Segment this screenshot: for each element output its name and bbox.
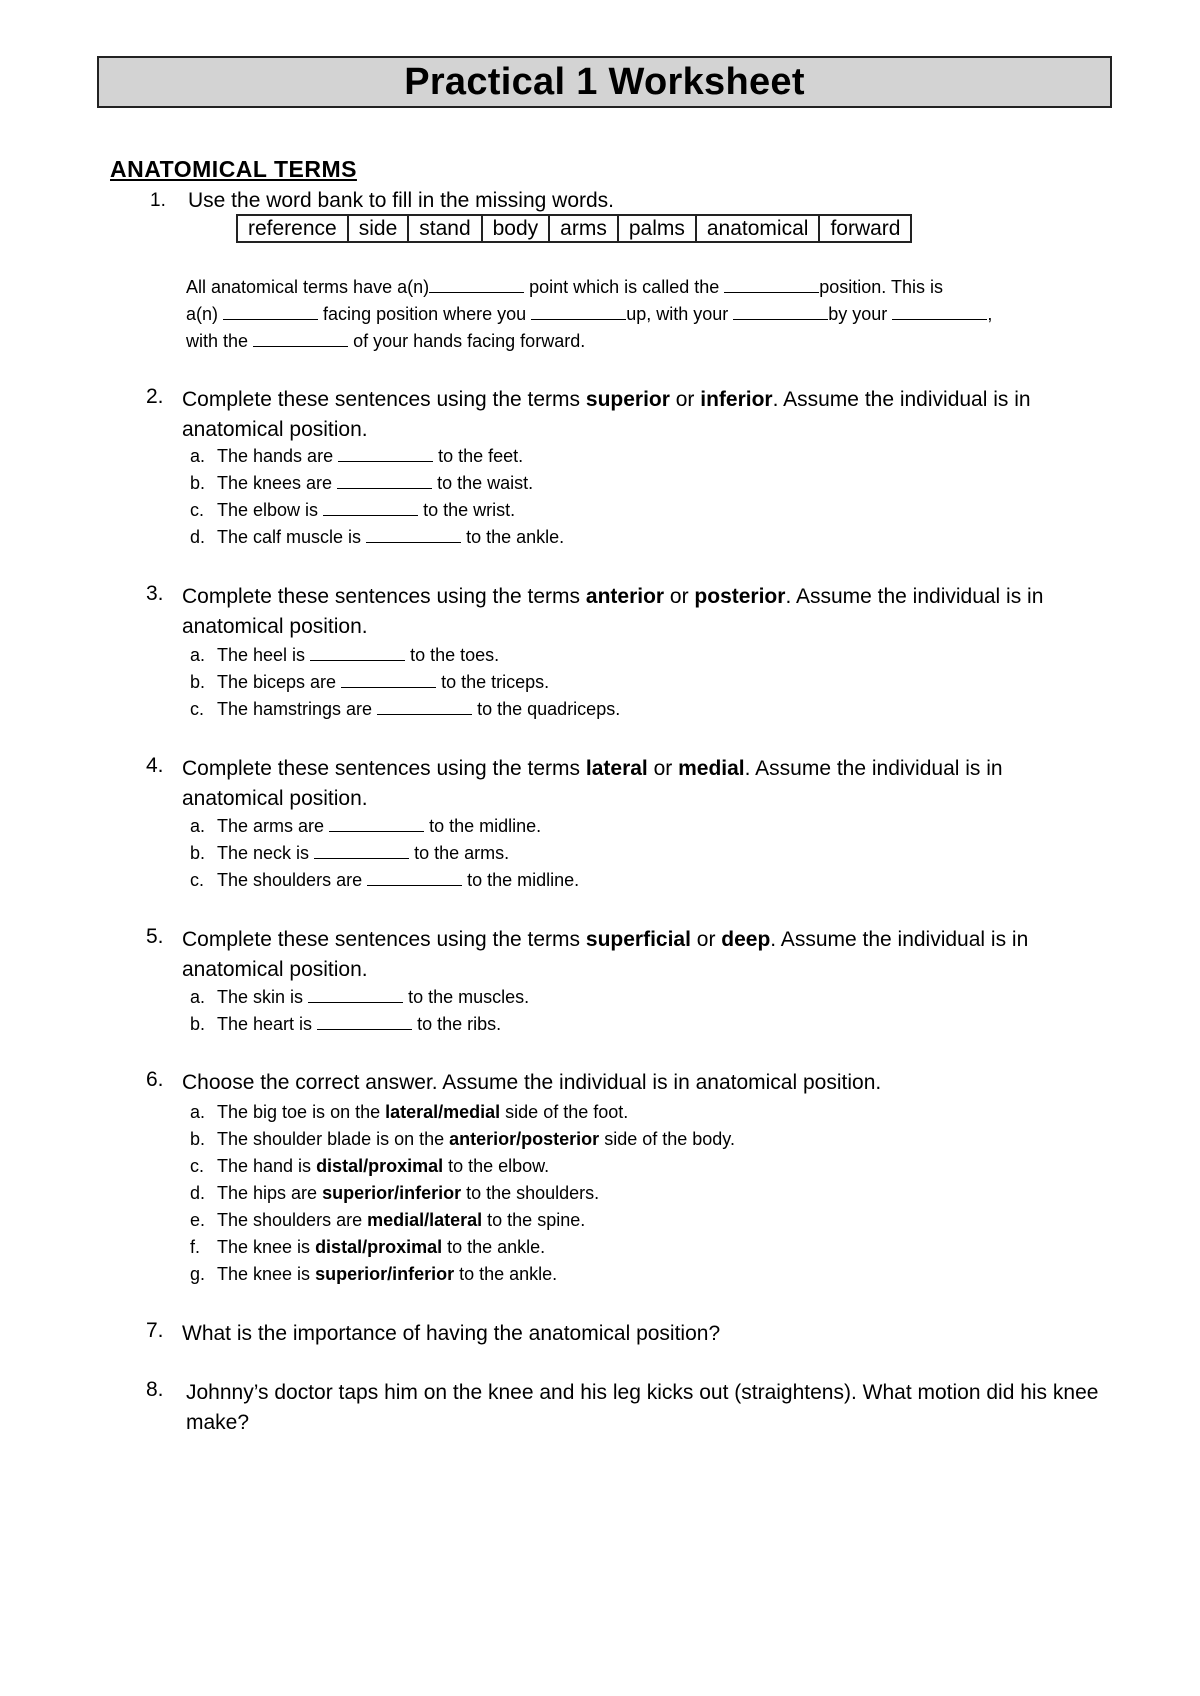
paragraph-text: point which is called the [529,277,720,297]
paragraph-text: , [987,304,993,324]
answer-blank[interactable] [338,447,433,462]
sub-question: e. The shoulders are medial/lateral to the spine. [190,1210,586,1230]
title-box [97,56,1112,108]
paragraph-text: facing position where you [323,304,527,324]
sub-question: c. The shoulders are to the midline. [190,870,580,890]
choice-option[interactable]: superior/inferior [322,1183,462,1203]
question-number: 6. [146,1068,164,1091]
sub-question: a. The hands are to the feet. [190,446,524,466]
sub-question: c. The hamstrings are to the quadriceps. [190,699,621,719]
question-text: What is the importance of having the anatomical position? [182,1322,721,1345]
word-bank-item: arms [550,216,619,241]
sub-question: b. The biceps are to the triceps. [190,672,550,692]
question-text: Use the word bank to fill in the missing words. [188,189,615,212]
word-bank-item: stand [409,216,482,241]
sub-question: c. The hand is distal/proximal to the elbow. [190,1156,550,1176]
question-number: 5. [146,925,164,948]
sub-question: a. The skin is to the muscles. [190,987,530,1007]
answer-blank[interactable] [429,278,524,293]
sub-question: a. The big toe is on the lateral/medial side of the foot. [190,1102,629,1122]
answer-blank[interactable] [329,817,424,832]
answer-blank[interactable] [314,844,409,859]
sub-question: d. The hips are superior/inferior to the shoulders. [190,1183,600,1203]
choice-option[interactable]: distal/proximal [316,1156,444,1176]
answer-blank[interactable] [366,528,461,543]
word-bank-item: forward [830,217,901,240]
section-heading: ANATOMICAL TERMS [110,156,357,182]
sub-question: f. The knee is distal/proximal to the ankle. [190,1237,546,1257]
choice-option[interactable]: superior/inferior [315,1264,455,1284]
answer-blank[interactable] [253,332,348,347]
question-number: 2. [146,385,164,408]
sub-question: a. The arms are to the midline. [190,816,542,836]
question-text: Complete these sentences using the terms superficial or deep. Assume the individual is in anatomical position. [182,928,1029,981]
answer-blank[interactable] [724,278,819,293]
answer-blank[interactable] [892,305,987,320]
question-number: 1. [150,190,166,211]
sub-question: b. The knees are to the waist. [190,473,534,493]
answer-blank[interactable] [317,1015,412,1030]
answer-blank[interactable] [310,646,405,661]
choice-option[interactable]: anterior/posterior [449,1129,600,1149]
word-bank-item: palms [619,216,697,241]
sub-question: b. The heart is to the ribs. [190,1014,502,1034]
choice-option[interactable]: medial/lateral [367,1210,483,1230]
question-text: Choose the correct answer. Assume the individual is in anatomical position. [182,1071,882,1094]
answer-blank[interactable] [531,305,626,320]
paragraph-text: with the [186,331,249,351]
answer-blank[interactable] [733,305,828,320]
sub-question: g. The knee is superior/inferior to the ankle. [190,1264,558,1284]
paragraph-text: of your hands facing forward. [353,331,586,351]
question-number: 7. [146,1319,164,1342]
word-bank-item: anatomical [697,216,821,241]
choice-option[interactable]: lateral/medial [385,1102,501,1122]
word-bank-item: reference [238,216,349,241]
answer-blank[interactable] [323,501,418,516]
answer-blank[interactable] [341,673,436,688]
paragraph-text: up, with your [626,304,729,324]
sub-question: c. The elbow is to the wrist. [190,500,516,520]
sub-question: d. The calf muscle is to the ankle. [190,527,565,547]
sub-question: b. The shoulder blade is on the anterior/posterior side of the body. [190,1129,735,1149]
question-text: Complete these sentences using the terms anterior or posterior. Assume the individual is in anatomical position. [182,585,1044,638]
answer-blank[interactable] [308,988,403,1003]
word-bank-item: body [483,216,551,241]
question-text: Johnny’s doctor taps him on the knee and his leg kicks out (straightens). What motion did his knee make? [186,1381,1099,1434]
question-text: Complete these sentences using the terms lateral or medial. Assume the individual is in anatomical position. [182,757,1003,810]
answer-blank[interactable] [223,305,318,320]
fill-in-paragraph [186,274,1106,355]
paragraph-text: All anatomical terms have a(n) [186,277,430,297]
question-number: 4. [146,754,164,777]
answer-blank[interactable] [337,474,432,489]
sub-question: a. The heel is to the toes. [190,645,500,665]
word-bank [236,214,912,243]
paragraph-text: by your [828,304,888,324]
question-number: 3. [146,582,164,605]
answer-blank[interactable] [367,871,462,886]
answer-blank[interactable] [377,700,472,715]
page-title: Practical 1 Worksheet [404,60,805,103]
choice-option[interactable]: distal/proximal [315,1237,443,1257]
sub-question: b. The neck is to the arms. [190,843,510,863]
paragraph-text: a(n) [186,304,219,324]
question-number: 8. [146,1378,164,1401]
question-text: Complete these sentences using the terms superior or inferior. Assume the individual is in anatomical position. [182,388,1031,441]
word-bank-item: side [349,216,410,241]
paragraph-text: position. This is [819,277,943,297]
